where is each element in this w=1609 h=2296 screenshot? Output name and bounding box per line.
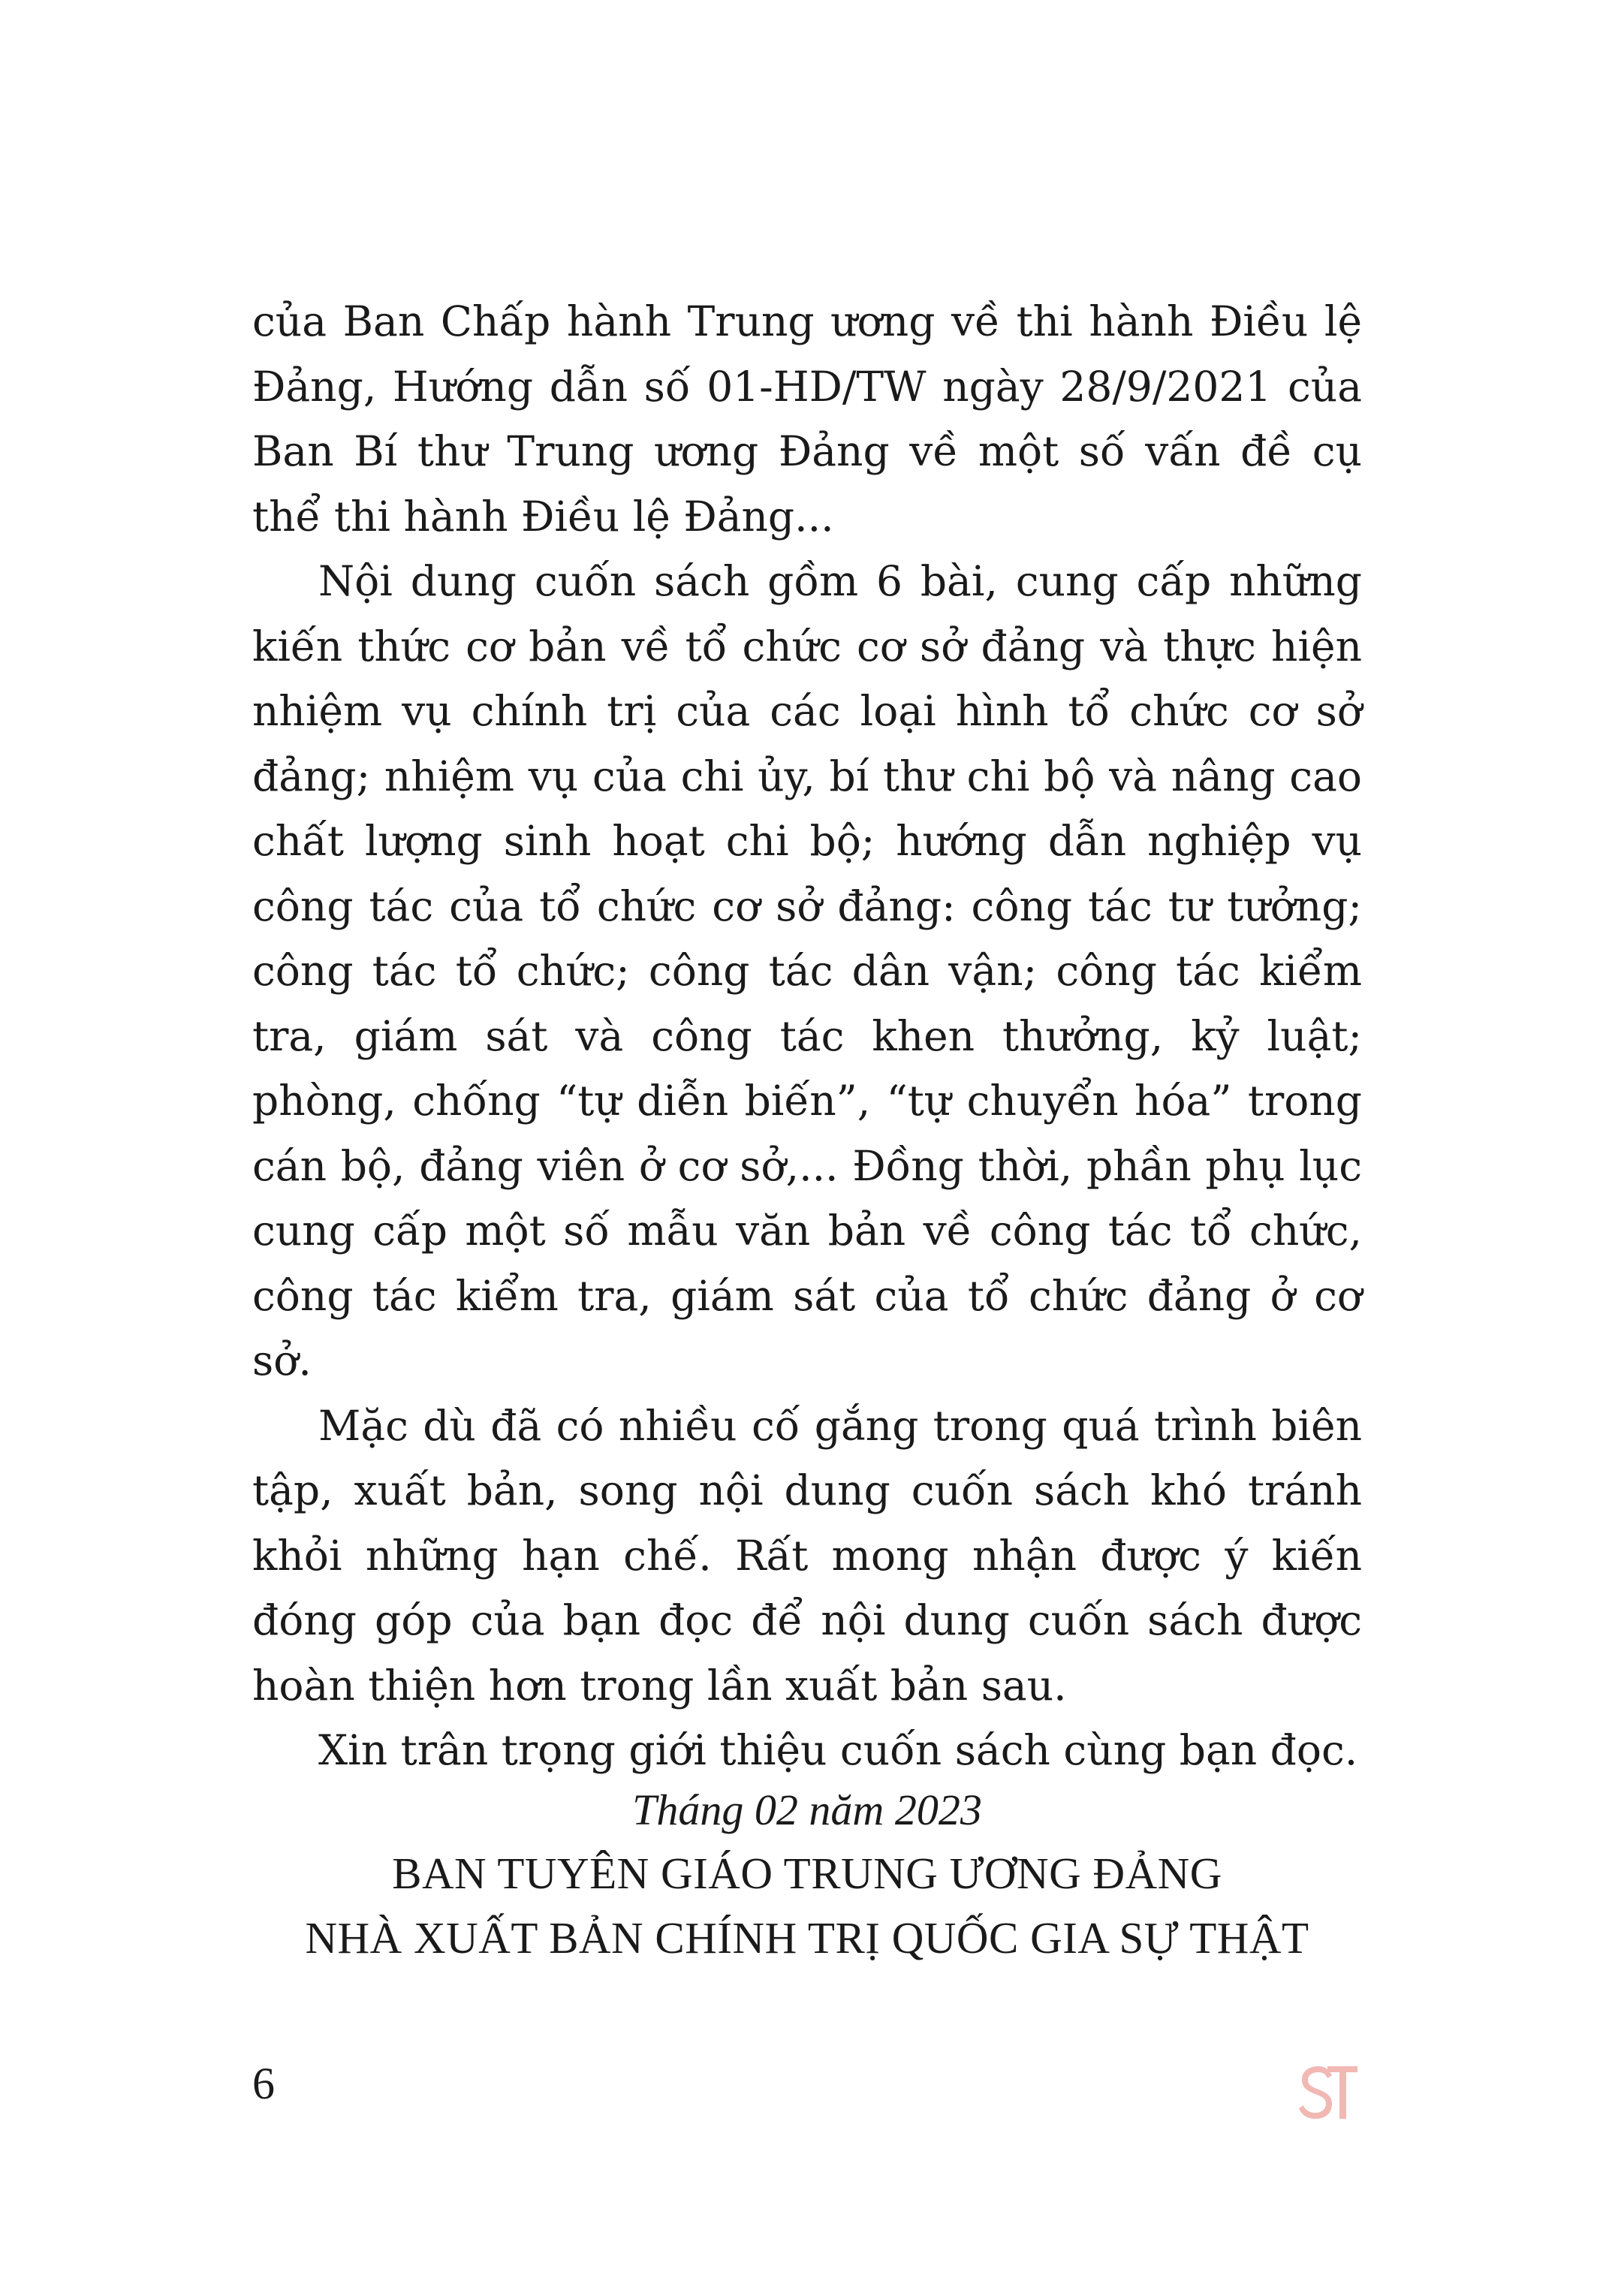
paragraph-feedback-request: Mặc dù đã có nhiều cố gắng trong quá trình biên tập, xuất bản, song nội dung cuốn sách khó tránh khỏi những hạn chế. Rất mong nhận được ý kiến đóng góp của bạn đọc để nội dung cuốn sách được hoàn thiện hơn trong lần xuất bản sau. xyxy=(252,1401,1362,1710)
signature-org-line1: BAN TUYÊN GIÁO TRUNG ƯƠNG ĐẢNG xyxy=(392,1849,1222,1898)
paragraph-content-summary: Nội dung cuốn sách gồm 6 bài, cung cấp những kiến thức cơ bản về tổ chức cơ sở đảng và thực hiện nhiệm vụ chính trị của các loại hình tổ chức cơ sở đảng; nhiệm vụ của chi ủy, bí thư chi bộ và nâng cao chất lượng sinh hoạt chi bộ; hướng dẫn nghiệp vụ công tác của tổ chức cơ sở đảng: công tác tư tưởng; công tác tổ chức; công tác dân vận; công tác kiểm tra, giám sát và công tác khen thưởng, kỷ luật; phòng, chống “tự diễn biến”, “tự chuyển hóa” trong cán bộ, đảng viên ở cơ sở,... Đồng thời, phần phụ lục cung cấp một số mẫu văn bản về công tác tổ chức, công tác kiểm tra, giám sát của tổ chức đảng ở cơ sở. xyxy=(252,557,1362,1385)
signature-block xyxy=(252,1779,1362,1970)
signature-org-line2: NHÀ XUẤT BẢN CHÍNH TRỊ QUỐC GIA SỰ THẬT xyxy=(305,1913,1309,1963)
publisher-logo-icon xyxy=(1293,2056,1362,2125)
signature-date: Tháng 02 năm 2023 xyxy=(632,1785,982,1834)
paragraph-closing: Xin trân trọng giới thiệu cuốn sách cùng bạn đọc. xyxy=(318,1726,1358,1774)
page-number: 6 xyxy=(252,2059,275,2108)
body-text xyxy=(252,289,1362,1783)
paragraph-continuation: của Ban Chấp hành Trung ương về thi hành Điều lệ Đảng, Hướng dẫn số 01-HD/TW ngày 28/9/2021 của Ban Bí thư Trung ương Đảng về một số vấn đề cụ thể thi hành Điều lệ Đảng... xyxy=(252,297,1362,541)
